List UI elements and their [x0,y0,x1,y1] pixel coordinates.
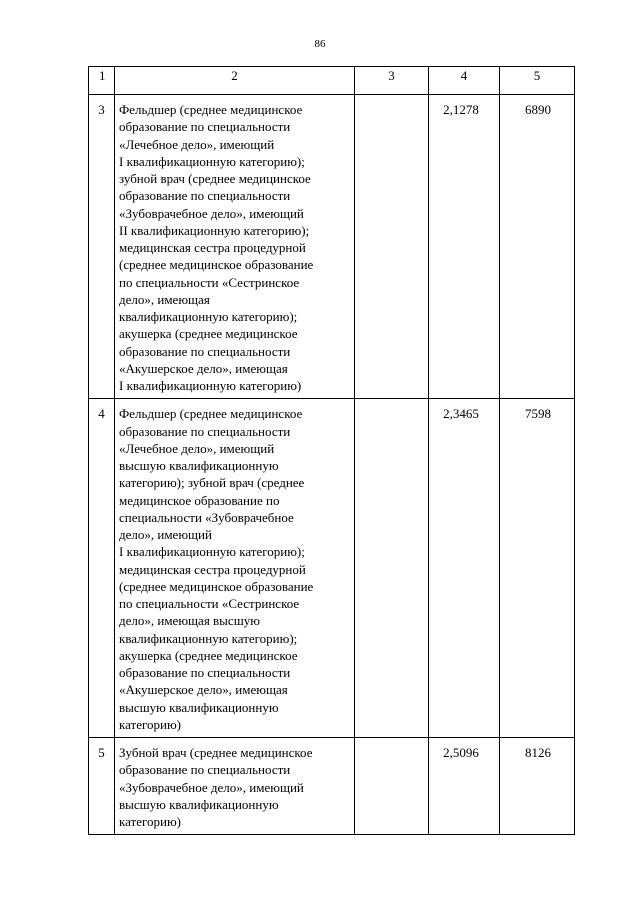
description-line: «Лечебное дело», имеющий [119,136,275,152]
description-line: высшую квалификационную [119,796,279,812]
column-3-cell [355,95,429,399]
description-line: зубной врач (среднее медицинское [119,171,311,186]
description-line: категорию); зубной врач (среднее [119,475,305,491]
description-line: по специальности «Сестринское [119,596,300,611]
header-cell-3: 3 [355,67,429,95]
amount-cell: 8126 [500,738,575,835]
column-3-cell [355,738,429,835]
column-3-cell [355,399,429,738]
amount-cell: 7598 [500,399,575,738]
table-row [89,95,575,399]
description-line: образование по специальности [119,119,291,135]
description-line: категорию) [119,716,182,732]
amount-cell: 6890 [500,95,575,399]
description-line: медицинская сестра процедурной [119,561,306,577]
header-cell-2: 2 [115,67,355,95]
description-line: специальности «Зубоврачебное [119,509,294,525]
description-line: квалификационную категорию); [119,309,298,324]
description-line: дело», имеющая высшую [119,613,260,629]
description-line: медицинское образование по [119,492,280,508]
header-cell-4: 4 [429,67,500,95]
description-line: по специальности «Сестринское [119,274,300,290]
table-row [89,738,575,835]
header-cell-5: 5 [500,67,575,95]
position-description [115,738,355,835]
description-line: медицинская сестра процедурной [119,240,306,255]
row-number: 5 [89,738,115,835]
description-line: «Акушерское дело», имеющая [119,682,288,698]
description-line: дело», имеющая [119,291,210,307]
description-line: образование по специальности [119,343,291,359]
coefficient-cell: 2,3465 [429,399,500,738]
coefficient-cell: 2,5096 [429,738,500,835]
description-line: (среднее медицинское образование [119,257,314,273]
description-line: «Зубоврачебное дело», имеющий [119,205,304,221]
description-line: образование по специальности [119,423,291,439]
coefficient-cell: 2,1278 [429,95,500,399]
description-line: образование по специальности [119,665,291,680]
description-line: категорию) [119,814,182,829]
description-line: II квалификационную категорию); [119,222,310,238]
description-line: акушерка (среднее медицинское [119,326,298,342]
description-line: «Акушерское дело», имеющая [119,360,288,376]
description-line: квалификационную категорию); [119,630,298,646]
description-line: акушерка (среднее медицинское [119,647,298,663]
description-line: дело», имеющий [119,527,212,542]
description-line: (среднее медицинское образование [119,578,314,594]
description-line: высшую квалификационную [119,699,279,715]
description-line: образование по специальности [119,762,291,778]
description-line: «Лечебное дело», имеющий [119,440,275,456]
description-line: Фельдшер (среднее медицинское [119,102,303,117]
description-line: «Зубоврачебное дело», имеющий [119,779,304,795]
description-line: Фельдшер (среднее медицинское [119,406,303,422]
page-number: 86 [314,38,326,50]
description-line: образование по специальности [119,188,291,204]
table-header-row [89,67,575,95]
description-line: I квалификационную категорию); [119,153,305,169]
description-line: высшую квалификационную [119,458,279,473]
description-line: I квалификационную категорию) [119,378,302,393]
description-line: Зубной врач (среднее медицинское [119,745,313,760]
position-description [115,399,355,738]
staff-rate-table [88,66,575,835]
row-number: 4 [89,399,115,738]
row-number: 3 [89,95,115,399]
header-cell-1: 1 [89,67,115,95]
position-description [115,95,355,399]
description-line: I квалификационную категорию); [119,544,305,560]
table-row [89,399,575,738]
